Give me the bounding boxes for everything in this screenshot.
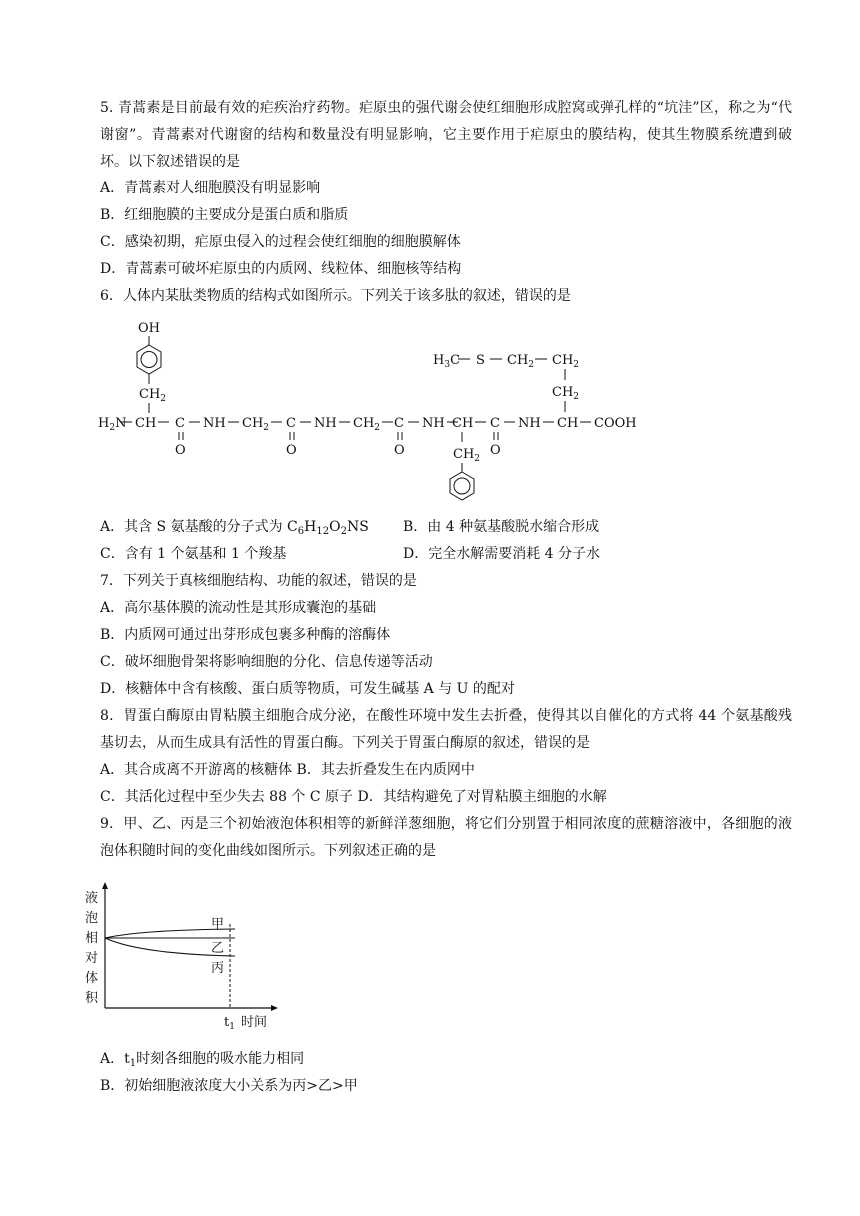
carbonyl-oxygen-2: O: [286, 443, 297, 458]
amide-nh-3: NH: [422, 416, 445, 431]
carbonyl-carbon-4: C: [490, 416, 500, 431]
q6-option-d: D．完全水解需要消耗 4 分子水: [403, 546, 601, 562]
carbonyl-oxygen-4: O: [490, 443, 501, 458]
q5-option-b: B．红细胞膜的主要成分是蛋白质和脂质: [100, 207, 349, 223]
q7-option-d: D．核糖体中含有核酸、蛋白质等物质，可发生碱基 A 与 U 的配对: [100, 681, 515, 697]
q5-option-a: A．青蒿素对人细胞膜没有明显影响: [100, 180, 321, 196]
q6-option-c: C．含有 1 个氨基和 1 个羧基: [100, 546, 287, 562]
methionine-ch2-2: $CH_2$: [552, 353, 580, 370]
q5-option-c: C．感染初期，疟原虫侵入的过程会使红细胞的细胞膜解体: [100, 234, 461, 250]
q5-option-d: D．青蒿素可破坏疟原虫的内质网、线粒体、细胞核等结构: [100, 261, 462, 277]
glycine-ch2-2: $CH_2$: [353, 416, 381, 433]
x-axis-label: 时间: [241, 1015, 268, 1030]
q6-option-a: A．其含 S 氨基酸的分子式为 $C_6H_{12}O_2NS$: [100, 519, 369, 537]
q8-stem: 8．胃蛋白酶原由胃粘膜主细胞合成分泌，在酸性环境中发生去折叠，使得其以自催化的方式将 44 个氨基酸残基切去，从而生成具有活性的胃蛋白酶。下列关于胃蛋白酶原的叙述，错误的是: [100, 708, 792, 751]
alpha-carbon-1: CH: [135, 416, 157, 431]
curve-label-jia: 甲: [211, 917, 225, 932]
hydroxyl-label: OH: [138, 321, 160, 336]
y-axis-label-char: 泡: [85, 911, 99, 926]
q6-stem: 6．人体内某肽类物质的结构式如图所示。下列关于该多肽的叙述，错误的是: [100, 288, 571, 304]
sulfur-atom: S: [476, 353, 485, 368]
q9-stem: 9．甲、乙、丙是三个初始液泡体积相等的新鲜洋葱细胞，将它们分别置于相同浓度的蔗糖溶液中，各细胞的液泡体积随时间的变化曲线如图所示。下列叙述正确的是: [100, 816, 792, 859]
alpha-carbon-4: CH: [557, 416, 579, 431]
q7-option-c: C．破坏细胞骨架将影响细胞的分化、信息传递等活动: [100, 654, 433, 670]
amino-terminus: $H_2N$: [98, 416, 127, 433]
tyrosine-ch2: $CH_2$: [139, 387, 167, 404]
curve-label-bing: 丙: [211, 961, 225, 976]
amide-nh-2: NH: [314, 416, 337, 431]
curve-label-yi: 乙: [211, 941, 225, 956]
alpha-carbon-3: CH: [452, 416, 474, 431]
carboxyl-terminus: COOH: [594, 416, 637, 431]
x-axis-tick-t1: $t_1$: [224, 1015, 235, 1032]
q7-option-b: B．内质网可通过出芽形成包裹多种酶的溶酶体: [100, 627, 391, 643]
peptide-structure-diagram: [95, 312, 655, 507]
q9-option-a: A．$t_1$时刻各细胞的吸水能力相同: [100, 1051, 305, 1069]
q8-options-cd: C．其活化过程中至少失去 88 个 C 原子 D．其结构避免了对胃粘膜主细胞的水解: [100, 789, 607, 805]
q7-stem: 7．下列关于真核细胞结构、功能的叙述，错误的是: [100, 573, 417, 589]
y-axis-label-char: 对: [85, 951, 99, 966]
methionine-ch2-1: $CH_2$: [507, 353, 535, 370]
q6-option-b: B．由 4 种氨基酸脱水缩合形成: [403, 519, 600, 535]
q7-option-a: A．高尔基体膜的流动性是其形成囊泡的基础: [100, 600, 377, 616]
q9-option-b: B．初始细胞液浓度大小关系为丙>乙>甲: [100, 1078, 358, 1094]
amide-nh-4: NH: [518, 416, 541, 431]
carbonyl-oxygen-1: O: [175, 443, 186, 458]
carbonyl-carbon-2: C: [286, 416, 296, 431]
amide-nh-1: NH: [203, 416, 226, 431]
y-axis-label-char: 相: [85, 931, 99, 946]
phenylalanine-ch2: $CH_2$: [453, 447, 481, 464]
carbonyl-carbon-1: C: [175, 416, 185, 431]
q5-stem: 5. 青蒿素是目前最有效的疟疾治疗药物。疟原虫的强代谢会使红细胞形成腔窝或弹孔样的“坑洼”区，称之为“代谢窗”。青蒿素对代谢窗的结构和数量没有明显影响，它主要作用于疟原虫的膜结构，使其生物膜系统遭到破坏。以下叙述错误的是: [100, 100, 792, 170]
methylthio-group: $H_3C$: [433, 353, 461, 370]
glycine-ch2-1: $CH_2$: [242, 416, 270, 433]
y-axis-label-char: 液: [85, 891, 99, 906]
y-axis-label-char: 体: [85, 971, 99, 986]
vacuole-volume-graph: [80, 880, 280, 1035]
q8-options-ab: A．其合成离不开游离的核糖体 B．其去折叠发生在内质网中: [100, 762, 475, 778]
methionine-ch2-3: $CH_2$: [552, 385, 580, 402]
carbonyl-oxygen-3: O: [394, 443, 405, 458]
y-axis-label-char: 积: [85, 991, 99, 1006]
carbonyl-carbon-3: C: [394, 416, 404, 431]
